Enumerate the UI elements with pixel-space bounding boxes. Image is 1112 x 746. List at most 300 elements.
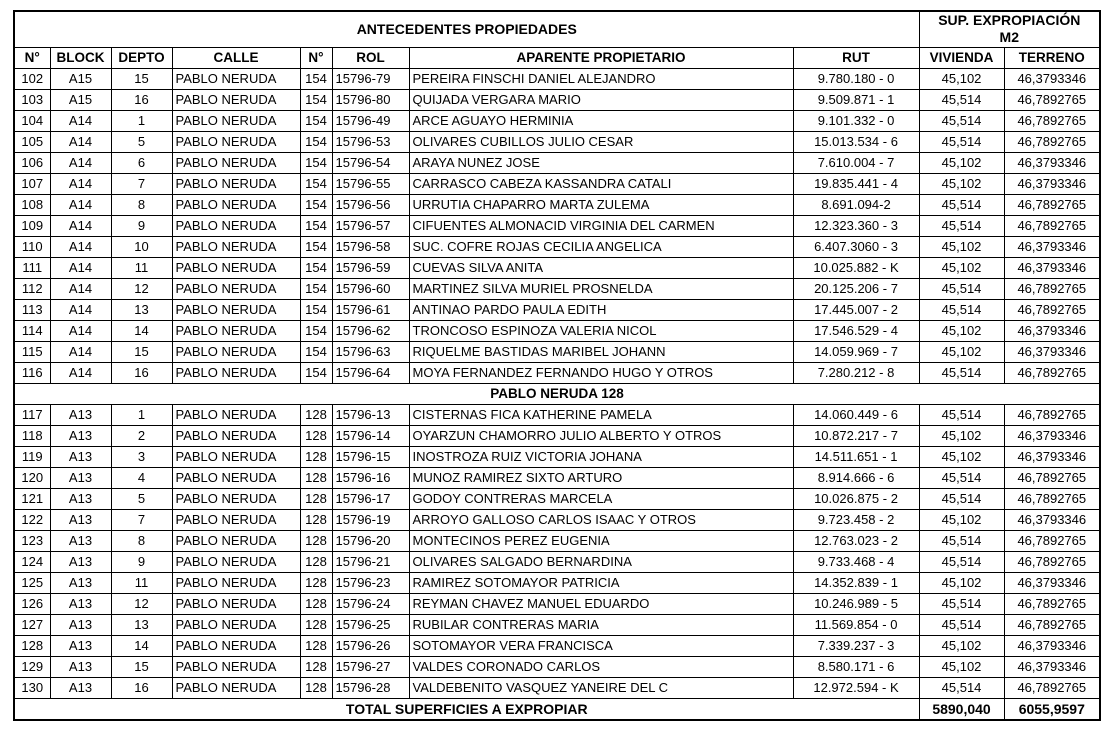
cell-rol: 15796-64: [332, 362, 409, 383]
cell-terreno: 46,7892765: [1004, 299, 1100, 320]
cell-rut: 7.339.237 - 3: [793, 635, 919, 656]
cell-rut: 7.280.212 - 8: [793, 362, 919, 383]
cell-terreno: 46,7892765: [1004, 110, 1100, 131]
cell-vivienda: 45,514: [919, 467, 1004, 488]
cell-numero-calle: 128: [300, 635, 332, 656]
cell-depto: 13: [111, 299, 172, 320]
cell-block: A15: [50, 68, 111, 89]
cell-terreno: 46,7892765: [1004, 614, 1100, 635]
cell-vivienda: 45,514: [919, 215, 1004, 236]
cell-depto: 14: [111, 635, 172, 656]
cell-rol: 15796-13: [332, 404, 409, 425]
cell-rut: 14.352.839 - 1: [793, 572, 919, 593]
cell-calle: PABLO NERUDA: [172, 341, 300, 362]
cell-rol: 15796-62: [332, 320, 409, 341]
cell-terreno: 46,3793346: [1004, 173, 1100, 194]
cell-block: A13: [50, 572, 111, 593]
cell-calle: PABLO NERUDA: [172, 635, 300, 656]
cell-rut: 9.723.458 - 2: [793, 509, 919, 530]
cell-numero-calle: 128: [300, 467, 332, 488]
cell-calle: PABLO NERUDA: [172, 131, 300, 152]
cell-rol: 15796-63: [332, 341, 409, 362]
cell-terreno: 46,3793346: [1004, 425, 1100, 446]
title-row: [14, 11, 1100, 47]
cell-aparente-propietario: INOSTROZA RUIZ VICTORIA JOHANA: [409, 446, 793, 467]
cell-numero: 105: [14, 131, 50, 152]
cell-block: A14: [50, 236, 111, 257]
cell-rut: 9.509.871 - 1: [793, 89, 919, 110]
cell-calle: PABLO NERUDA: [172, 215, 300, 236]
cell-terreno: 46,7892765: [1004, 131, 1100, 152]
cell-block: A13: [50, 446, 111, 467]
cell-terreno: 46,3793346: [1004, 257, 1100, 278]
cell-numero-calle: 154: [300, 341, 332, 362]
cell-rut: 19.835.441 - 4: [793, 173, 919, 194]
cell-depto: 12: [111, 593, 172, 614]
cell-rut: 20.125.206 - 7: [793, 278, 919, 299]
cell-vivienda: 45,514: [919, 677, 1004, 698]
cell-numero-calle: 128: [300, 509, 332, 530]
table-row: [14, 89, 1100, 110]
cell-block: A14: [50, 152, 111, 173]
cell-block: A13: [50, 635, 111, 656]
cell-numero: 128: [14, 635, 50, 656]
cell-terreno: 46,3793346: [1004, 656, 1100, 677]
cell-block: A14: [50, 299, 111, 320]
cell-block: A13: [50, 425, 111, 446]
cell-aparente-propietario: ANTINAO PARDO PAULA EDITH: [409, 299, 793, 320]
cell-vivienda: 45,514: [919, 614, 1004, 635]
col-header-depto: DEPTO: [111, 47, 172, 68]
cell-calle: PABLO NERUDA: [172, 572, 300, 593]
cell-numero: 130: [14, 677, 50, 698]
cell-rol: 15796-58: [332, 236, 409, 257]
cell-numero: 120: [14, 467, 50, 488]
cell-vivienda: 45,514: [919, 404, 1004, 425]
cell-aparente-propietario: ARCE AGUAYO HERMINIA: [409, 110, 793, 131]
cell-terreno: 46,7892765: [1004, 551, 1100, 572]
cell-numero-calle: 154: [300, 236, 332, 257]
cell-vivienda: 45,514: [919, 488, 1004, 509]
total-vivienda: 5890,040: [919, 698, 1004, 720]
cell-vivienda: 45,102: [919, 68, 1004, 89]
cell-block: A13: [50, 404, 111, 425]
cell-depto: 13: [111, 614, 172, 635]
col-header-numero-calle: N°: [300, 47, 332, 68]
cell-rut: 14.059.969 - 7: [793, 341, 919, 362]
cell-numero-calle: 128: [300, 404, 332, 425]
cell-aparente-propietario: VALDES CORONADO CARLOS: [409, 656, 793, 677]
cell-terreno: 46,3793346: [1004, 572, 1100, 593]
cell-aparente-propietario: URRUTIA CHAPARRO MARTA ZULEMA: [409, 194, 793, 215]
cell-rol: 15796-57: [332, 215, 409, 236]
cell-block: A13: [50, 593, 111, 614]
cell-aparente-propietario: GODOY CONTRERAS MARCELA: [409, 488, 793, 509]
cell-numero: 121: [14, 488, 50, 509]
column-header-row: [14, 47, 1100, 68]
cell-terreno: 46,3793346: [1004, 236, 1100, 257]
sup-header-line2: M2: [999, 29, 1019, 46]
cell-block: A13: [50, 530, 111, 551]
cell-terreno: 46,3793346: [1004, 509, 1100, 530]
cell-rut: 8.580.171 - 6: [793, 656, 919, 677]
cell-numero: 107: [14, 173, 50, 194]
cell-terreno: 46,3793346: [1004, 68, 1100, 89]
cell-numero-calle: 154: [300, 215, 332, 236]
cell-calle: PABLO NERUDA: [172, 152, 300, 173]
cell-calle: PABLO NERUDA: [172, 278, 300, 299]
cell-vivienda: 45,514: [919, 362, 1004, 383]
col-header-block: BLOCK: [50, 47, 111, 68]
cell-vivienda: 45,514: [919, 194, 1004, 215]
cell-numero: 127: [14, 614, 50, 635]
cell-terreno: 46,7892765: [1004, 530, 1100, 551]
cell-aparente-propietario: QUIJADA VERGARA MARIO: [409, 89, 793, 110]
cell-depto: 15: [111, 68, 172, 89]
cell-terreno: 46,7892765: [1004, 593, 1100, 614]
cell-depto: 9: [111, 551, 172, 572]
cell-aparente-propietario: MONTECINOS PEREZ EUGENIA: [409, 530, 793, 551]
table-row: [14, 215, 1100, 236]
table-row: [14, 236, 1100, 257]
cell-terreno: 46,3793346: [1004, 152, 1100, 173]
cell-depto: 4: [111, 467, 172, 488]
cell-terreno: 46,7892765: [1004, 677, 1100, 698]
cell-vivienda: 45,102: [919, 572, 1004, 593]
cell-aparente-propietario: CISTERNAS FICA KATHERINE PAMELA: [409, 404, 793, 425]
cell-rol: 15796-55: [332, 173, 409, 194]
cell-numero: 113: [14, 299, 50, 320]
cell-calle: PABLO NERUDA: [172, 68, 300, 89]
cell-numero: 104: [14, 110, 50, 131]
cell-rol: 15796-24: [332, 593, 409, 614]
cell-vivienda: 45,102: [919, 425, 1004, 446]
cell-vivienda: 45,514: [919, 131, 1004, 152]
cell-numero: 123: [14, 530, 50, 551]
cell-depto: 3: [111, 446, 172, 467]
section-header-row: [14, 383, 1100, 404]
cell-terreno: 46,7892765: [1004, 362, 1100, 383]
cell-numero-calle: 154: [300, 194, 332, 215]
table-row: [14, 110, 1100, 131]
cell-rol: 15796-27: [332, 656, 409, 677]
cell-rol: 15796-26: [332, 635, 409, 656]
cell-numero-calle: 154: [300, 278, 332, 299]
table-row: [14, 299, 1100, 320]
cell-rol: 15796-19: [332, 509, 409, 530]
cell-block: A13: [50, 488, 111, 509]
cell-numero: 115: [14, 341, 50, 362]
cell-rut: 14.060.449 - 6: [793, 404, 919, 425]
cell-terreno: 46,7892765: [1004, 404, 1100, 425]
cell-block: A14: [50, 215, 111, 236]
cell-numero: 117: [14, 404, 50, 425]
cell-terreno: 46,3793346: [1004, 446, 1100, 467]
cell-vivienda: 45,102: [919, 509, 1004, 530]
cell-numero-calle: 128: [300, 677, 332, 698]
cell-numero-calle: 128: [300, 446, 332, 467]
cell-terreno: 46,7892765: [1004, 488, 1100, 509]
cell-aparente-propietario: OLIVARES SALGADO BERNARDINA: [409, 551, 793, 572]
cell-block: A13: [50, 656, 111, 677]
cell-calle: PABLO NERUDA: [172, 110, 300, 131]
cell-vivienda: 45,102: [919, 236, 1004, 257]
cell-aparente-propietario: OYARZUN CHAMORRO JULIO ALBERTO Y OTROS: [409, 425, 793, 446]
cell-depto: 8: [111, 194, 172, 215]
properties-table: [13, 10, 1101, 721]
cell-calle: PABLO NERUDA: [172, 446, 300, 467]
cell-calle: PABLO NERUDA: [172, 194, 300, 215]
table-row: [14, 131, 1100, 152]
cell-calle: PABLO NERUDA: [172, 257, 300, 278]
table-row: [14, 677, 1100, 698]
table-body: [14, 68, 1100, 698]
cell-terreno: 46,3793346: [1004, 635, 1100, 656]
cell-calle: PABLO NERUDA: [172, 89, 300, 110]
cell-block: A13: [50, 467, 111, 488]
cell-numero: 124: [14, 551, 50, 572]
cell-aparente-propietario: SUC. COFRE ROJAS CECILIA ANGELICA: [409, 236, 793, 257]
cell-rol: 15796-61: [332, 299, 409, 320]
cell-block: A13: [50, 509, 111, 530]
cell-rol: 15796-54: [332, 152, 409, 173]
table-row: [14, 551, 1100, 572]
cell-block: A14: [50, 320, 111, 341]
cell-depto: 1: [111, 110, 172, 131]
table-row: [14, 488, 1100, 509]
cell-calle: PABLO NERUDA: [172, 425, 300, 446]
cell-rol: 15796-80: [332, 89, 409, 110]
cell-calle: PABLO NERUDA: [172, 614, 300, 635]
cell-vivienda: 45,102: [919, 173, 1004, 194]
cell-calle: PABLO NERUDA: [172, 677, 300, 698]
cell-calle: PABLO NERUDA: [172, 488, 300, 509]
cell-rut: 15.013.534 - 6: [793, 131, 919, 152]
cell-vivienda: 45,102: [919, 257, 1004, 278]
cell-calle: PABLO NERUDA: [172, 656, 300, 677]
cell-rut: 14.511.651 - 1: [793, 446, 919, 467]
total-row: [14, 698, 1100, 720]
table-row: [14, 614, 1100, 635]
table-row: [14, 404, 1100, 425]
sup-header-line1: SUP. EXPROPIACIÓN: [938, 12, 1081, 29]
cell-depto: 5: [111, 488, 172, 509]
cell-numero-calle: 128: [300, 593, 332, 614]
cell-vivienda: 45,102: [919, 446, 1004, 467]
cell-rol: 15796-23: [332, 572, 409, 593]
cell-rut: 7.610.004 - 7: [793, 152, 919, 173]
cell-numero-calle: 154: [300, 257, 332, 278]
cell-calle: PABLO NERUDA: [172, 362, 300, 383]
cell-calle: PABLO NERUDA: [172, 509, 300, 530]
cell-depto: 16: [111, 362, 172, 383]
cell-vivienda: 45,102: [919, 656, 1004, 677]
cell-terreno: 46,7892765: [1004, 215, 1100, 236]
cell-numero-calle: 128: [300, 551, 332, 572]
cell-aparente-propietario: RUBILAR CONTRERAS MARIA: [409, 614, 793, 635]
table-row: [14, 320, 1100, 341]
cell-calle: PABLO NERUDA: [172, 404, 300, 425]
cell-calle: PABLO NERUDA: [172, 320, 300, 341]
cell-depto: 5: [111, 131, 172, 152]
table-row: [14, 257, 1100, 278]
total-label: TOTAL SUPERFICIES A EXPROPIAR: [14, 698, 919, 720]
table-row: [14, 530, 1100, 551]
cell-numero: 109: [14, 215, 50, 236]
cell-block: A14: [50, 362, 111, 383]
cell-rut: 17.445.007 - 2: [793, 299, 919, 320]
cell-depto: 14: [111, 320, 172, 341]
cell-depto: 15: [111, 341, 172, 362]
cell-depto: 7: [111, 173, 172, 194]
cell-numero: 112: [14, 278, 50, 299]
table-row: [14, 467, 1100, 488]
cell-numero-calle: 128: [300, 488, 332, 509]
cell-numero-calle: 128: [300, 425, 332, 446]
cell-calle: PABLO NERUDA: [172, 299, 300, 320]
table-row: [14, 635, 1100, 656]
cell-terreno: 46,7892765: [1004, 278, 1100, 299]
cell-numero-calle: 154: [300, 89, 332, 110]
cell-rol: 15796-17: [332, 488, 409, 509]
cell-numero-calle: 128: [300, 614, 332, 635]
cell-rut: 12.763.023 - 2: [793, 530, 919, 551]
cell-numero: 119: [14, 446, 50, 467]
cell-rol: 15796-16: [332, 467, 409, 488]
cell-rut: 8.691.094-2: [793, 194, 919, 215]
col-header-terreno: TERRENO: [1004, 47, 1100, 68]
cell-depto: 12: [111, 278, 172, 299]
table-row: [14, 509, 1100, 530]
cell-numero: 106: [14, 152, 50, 173]
col-header-rol: ROL: [332, 47, 409, 68]
cell-depto: 16: [111, 677, 172, 698]
cell-vivienda: 45,514: [919, 110, 1004, 131]
cell-vivienda: 45,102: [919, 152, 1004, 173]
cell-calle: PABLO NERUDA: [172, 173, 300, 194]
cell-vivienda: 45,514: [919, 299, 1004, 320]
cell-block: A15: [50, 89, 111, 110]
cell-numero-calle: 154: [300, 173, 332, 194]
cell-rut: 17.546.529 - 4: [793, 320, 919, 341]
cell-rut: 12.972.594 - K: [793, 677, 919, 698]
cell-aparente-propietario: CARRASCO CABEZA KASSANDRA CATALI: [409, 173, 793, 194]
section-header-label: PABLO NERUDA 128: [14, 383, 1100, 404]
cell-rut: 10.246.989 - 5: [793, 593, 919, 614]
cell-rol: 15796-60: [332, 278, 409, 299]
cell-rut: 9.101.332 - 0: [793, 110, 919, 131]
table-title: ANTECEDENTES PROPIEDADES: [14, 11, 919, 47]
cell-rol: 15796-20: [332, 530, 409, 551]
cell-terreno: 46,7892765: [1004, 467, 1100, 488]
cell-numero: 126: [14, 593, 50, 614]
cell-numero-calle: 154: [300, 362, 332, 383]
table-row: [14, 593, 1100, 614]
cell-terreno: 46,7892765: [1004, 89, 1100, 110]
cell-rol: 15796-25: [332, 614, 409, 635]
cell-rol: 15796-56: [332, 194, 409, 215]
cell-rut: 10.026.875 - 2: [793, 488, 919, 509]
cell-vivienda: 45,514: [919, 551, 1004, 572]
cell-numero: 110: [14, 236, 50, 257]
table-row: [14, 278, 1100, 299]
cell-numero: 103: [14, 89, 50, 110]
cell-aparente-propietario: RAMIREZ SOTOMAYOR PATRICIA: [409, 572, 793, 593]
cell-rol: 15796-21: [332, 551, 409, 572]
table-row: [14, 194, 1100, 215]
cell-depto: 10: [111, 236, 172, 257]
cell-rut: 9.780.180 - 0: [793, 68, 919, 89]
cell-block: A13: [50, 551, 111, 572]
table-row: [14, 68, 1100, 89]
cell-block: A14: [50, 194, 111, 215]
cell-numero: 125: [14, 572, 50, 593]
cell-rut: 6.407.3060 - 3: [793, 236, 919, 257]
cell-aparente-propietario: MUNOZ RAMIREZ SIXTO ARTURO: [409, 467, 793, 488]
cell-numero-calle: 154: [300, 110, 332, 131]
cell-numero: 108: [14, 194, 50, 215]
cell-block: A14: [50, 278, 111, 299]
cell-numero-calle: 128: [300, 530, 332, 551]
cell-aparente-propietario: PEREIRA FINSCHI DANIEL ALEJANDRO: [409, 68, 793, 89]
cell-aparente-propietario: OLIVARES CUBILLOS JULIO CESAR: [409, 131, 793, 152]
cell-rut: 9.733.468 - 4: [793, 551, 919, 572]
cell-vivienda: 45,102: [919, 341, 1004, 362]
cell-depto: 1: [111, 404, 172, 425]
cell-depto: 7: [111, 509, 172, 530]
cell-block: A13: [50, 614, 111, 635]
col-header-vivienda: VIVIENDA: [919, 47, 1004, 68]
cell-depto: 11: [111, 572, 172, 593]
cell-aparente-propietario: REYMAN CHAVEZ MANUEL EDUARDO: [409, 593, 793, 614]
table-row: [14, 173, 1100, 194]
sup-expropiacion-header: [919, 11, 1100, 47]
cell-rut: 8.914.666 - 6: [793, 467, 919, 488]
cell-block: A14: [50, 257, 111, 278]
cell-aparente-propietario: MOYA FERNANDEZ FERNANDO HUGO Y OTROS: [409, 362, 793, 383]
cell-block: A14: [50, 173, 111, 194]
cell-block: A14: [50, 131, 111, 152]
cell-rut: 11.569.854 - 0: [793, 614, 919, 635]
cell-depto: 8: [111, 530, 172, 551]
total-terreno: 6055,9597: [1004, 698, 1100, 720]
cell-aparente-propietario: ARAYA NUNEZ JOSE: [409, 152, 793, 173]
cell-numero-calle: 154: [300, 68, 332, 89]
cell-vivienda: 45,102: [919, 635, 1004, 656]
cell-aparente-propietario: CIFUENTES ALMONACID VIRGINIA DEL CARMEN: [409, 215, 793, 236]
cell-numero: 122: [14, 509, 50, 530]
cell-aparente-propietario: MARTINEZ SILVA MURIEL PROSNELDA: [409, 278, 793, 299]
cell-numero: 102: [14, 68, 50, 89]
cell-aparente-propietario: SOTOMAYOR VERA FRANCISCA: [409, 635, 793, 656]
cell-calle: PABLO NERUDA: [172, 530, 300, 551]
cell-rol: 15796-28: [332, 677, 409, 698]
table-row: [14, 656, 1100, 677]
cell-depto: 16: [111, 89, 172, 110]
cell-vivienda: 45,514: [919, 278, 1004, 299]
cell-numero-calle: 128: [300, 656, 332, 677]
cell-numero-calle: 154: [300, 299, 332, 320]
table-row: [14, 362, 1100, 383]
cell-numero-calle: 154: [300, 131, 332, 152]
cell-block: A14: [50, 110, 111, 131]
cell-numero: 116: [14, 362, 50, 383]
cell-aparente-propietario: TRONCOSO ESPINOZA VALERIA NICOL: [409, 320, 793, 341]
cell-depto: 9: [111, 215, 172, 236]
cell-terreno: 46,3793346: [1004, 320, 1100, 341]
cell-depto: 6: [111, 152, 172, 173]
cell-rol: 15796-53: [332, 131, 409, 152]
